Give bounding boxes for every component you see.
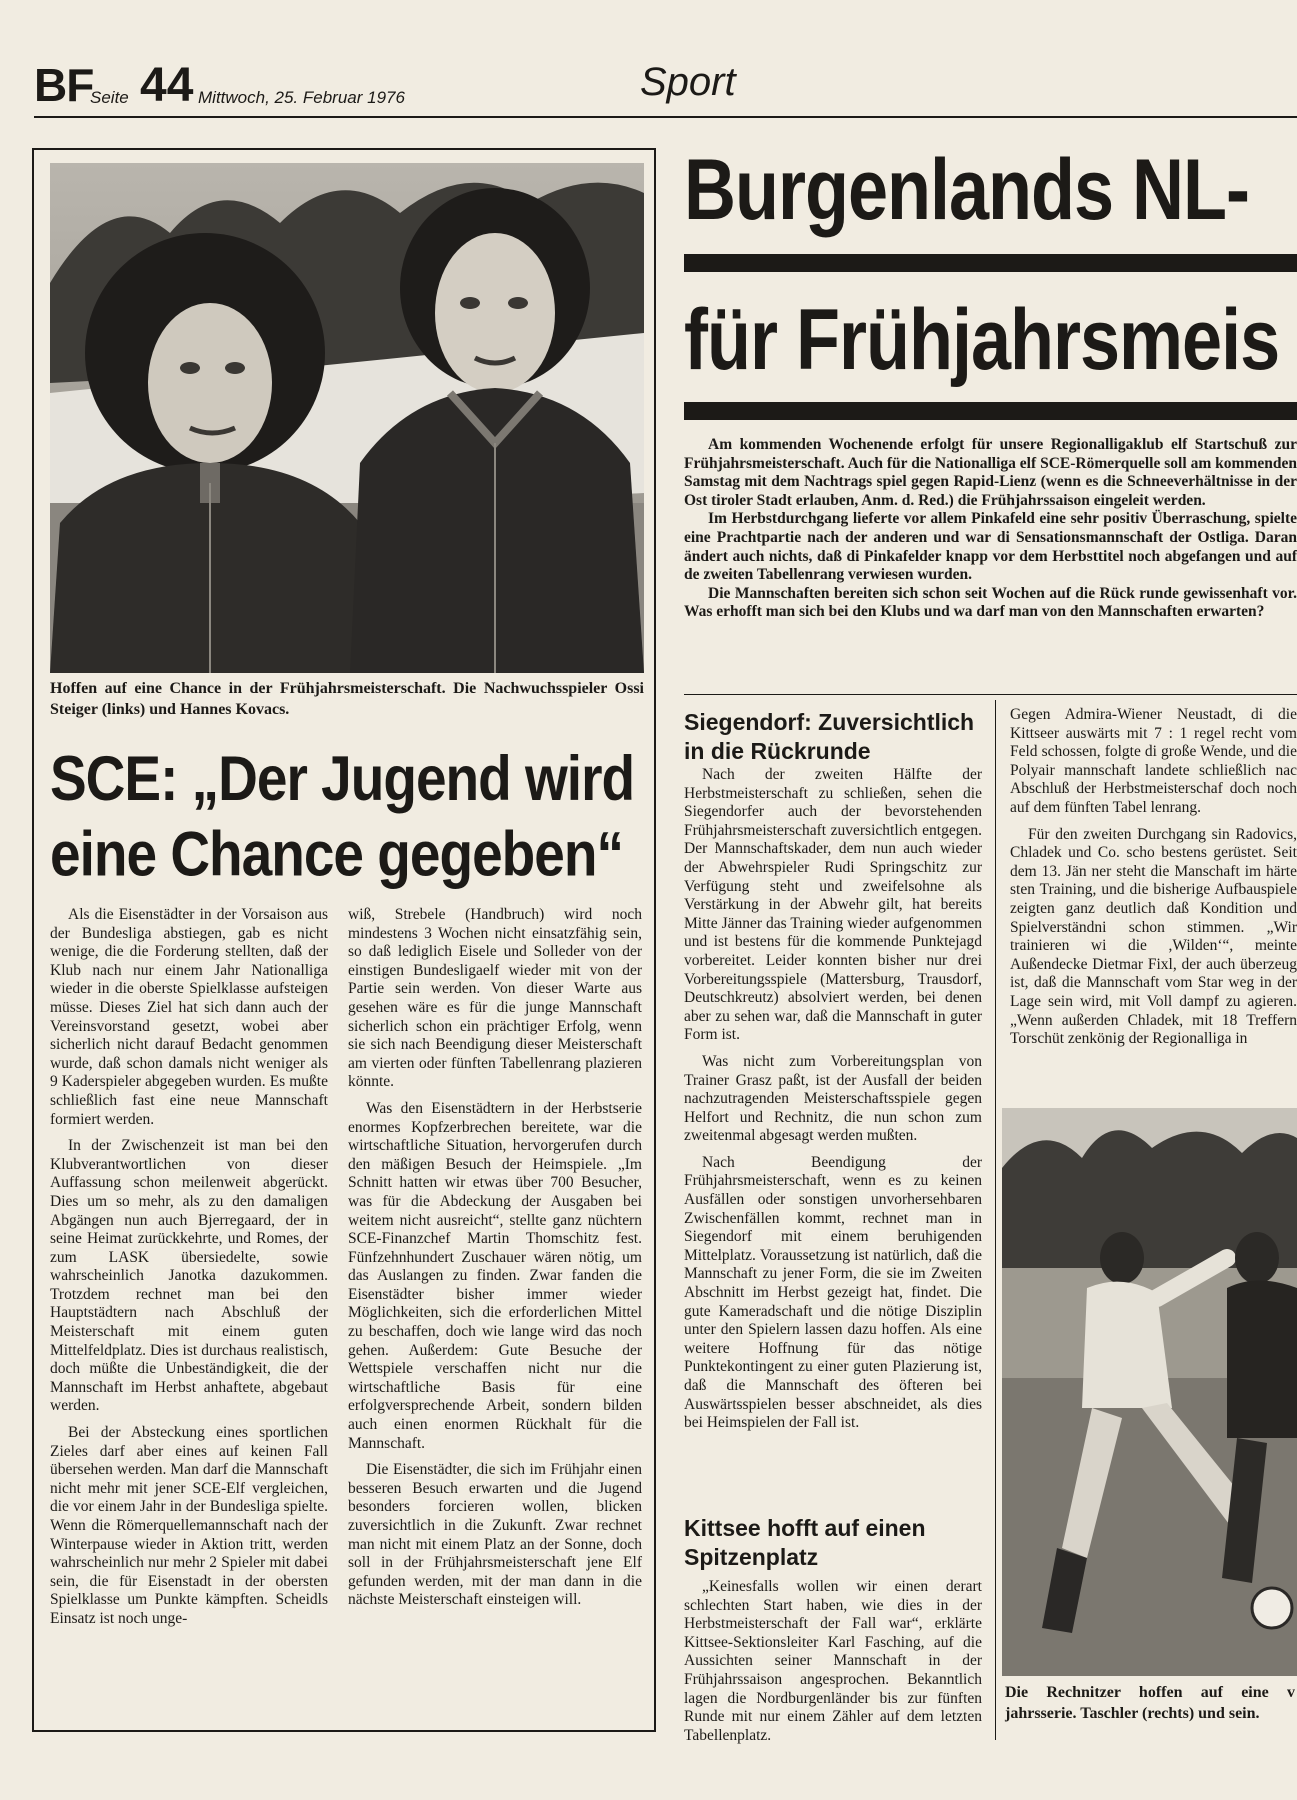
left-story-column-1 (50, 906, 328, 1637)
siegendorf-column (684, 766, 982, 1441)
siegendorf-paragraph: Nach der zweiten Hälfte der Herbstmeisterschaft zu schließen, sehen die Siegendorfer auch der bevorstehenden Frühjahrsmeisterschaft zuversichtlich entgegen. Der Mannschaftskader, dem nun auch wieder der Abwehrspieler Rudi Springschitz zur Verfügung steht und zweifelsohne als Verstärkung in der Abwehr gilt, hat bereits Mitte Jänner das Training wieder aufgenommen und ist bestens für die kommende Punktejagd vorbereitet. Leider konnten bisher nur drei Vorbereitungsspiele (Mattersburg, Trausdorf, Deutschkreutz) absolviert werden, bei denen aber zu sehen war, daß die Mannschaft in guter Form ist. (684, 766, 982, 1044)
left-story-column-2 (348, 906, 642, 1618)
kittsee-continued-paragraph: Für den zweiten Durchgang sin Radovics, Chladek und Co. scho bestens gerüstet. Seit dem 13. Jän ner steht die Manschaft im härte sten Training, und die bisherige Aufbauspiele zeigten ganz deutlich daß Kondition und Spielverständni schon stimmen. „Wir trainieren wi die ,Wilden‘“, meinte Außendecke Dietmar Fixl, der auch überzeug ist, daß die Mannschaft vom Star weg in der Lage sein wird, mit Voll dampf zu agieren. „Wenn außerden Chladek, mit 18 Treffern Torschüt zenkönig der Regionalliga in (1010, 825, 1297, 1048)
kittsee-continued-paragraph: Gegen Admira-Wiener Neustadt, di die Kittseer auswärts mit 7 : 1 regel recht vom Feld schossen, folgte di große Wende, und die Polyair mannschaft landete schließlich nac Abschluß der Herbstmeisterschaf doch noch auf dem fünften Tabel lenrang. (1010, 706, 1297, 816)
right-headline-line-2: für Frühjahrsmeis (684, 292, 1280, 388)
kittsee-column (684, 1578, 982, 1753)
players-photo-caption: Hoffen auf eine Chance in der Frühjahrsmeisterschaft. Die Nachwuchsspieler Ossi Steiger (links) und Hannes Kovacs. (50, 680, 644, 718)
lead-paragraph: Die Mannschaften bereiten sich schon seit Wochen auf die Rück runde gewissenhaft vor. Was erhofft man sich bei den Klubs und wa darf man von den Mannschaften erwarten? (684, 584, 1297, 621)
section-title: Sport (640, 60, 736, 104)
rechnitz-match-photo (1002, 1108, 1297, 1676)
headline-bar-top (684, 254, 1297, 272)
headline-bar-bottom (684, 402, 1297, 420)
left-headline: SCE: „Der Jugend wird eine Chance gegeben“ (50, 742, 635, 890)
players-photo (50, 163, 644, 673)
newspaper-logo: BF (34, 59, 94, 111)
kittsee-subheading: Kittsee hofft auf einen Spitzenplatz (684, 1515, 926, 1570)
lead-separator (684, 694, 1297, 695)
siegendorf-paragraph: Nach Beendigung der Frühjahrsmeisterschaft, wenn es zu keinen Ausfällen oder sonstigen unvorhersehbaren Zwischenfällen kommt, rechnet man in Siegendorf mit einem beruhigenden Mittelplatz. Voraussetzung ist natürlich, daß die Mannschaft zu jener Form, die sie im Zweiten Abschnitt im Herbst gezeigt hat, findet. Die gute Kameradschaft und die nötige Disziplin unter den Spielern lassen dazu hoffen. Als eine weitere Hoffnung für das nötige Punktekontingent zu einer guten Plazierung ist, daß die Mannschaft des öfteren bei Auswärtsspielen besser abschneidet, als dies bei Heimspielen der Fall ist. (684, 1153, 982, 1432)
left-col1-paragraph: In der Zwischenzeit ist man bei den Klubverantwortlichen von dieser Auffassung schon meilenweit abgerückt. Dies um so mehr, als zu den damaligen Abgängen nun auch Bjerregaard, der in seine Heimat zurückkehrte, und Romes, der zum LASK übersiedelte, sowie wahrscheinlich Janotka dazukommen. Trotzdem rechnet man bei den Hauptstädtern nach Abschluß der Meisterschaft mit einem guten Mittelfeldplatz. Dies ist durchaus realistisch, doch müßte die Unbeständigkeit, die der Mannschaft im Herbst anhaftete, abgebaut werden. (50, 1137, 328, 1415)
match-photo-illustration (1002, 1108, 1297, 1676)
lead-paragraph: Am kommenden Wochenende erfolgt für unsere Regionalligaklub elf Startschuß zur Frühjahrsmeisterschaft. Auch für die Nationalliga elf SCE-Römerquelle soll am kommenden Samstag mit dem Nachtrags spiel gegen Rapid-Lienz (wenn es die Schneeverhältnisse in der Ost tiroler Stadt erlauben, Anm. d. Red.) die Frühjahrssaison eingeleit werden. (684, 436, 1297, 509)
left-col2-paragraph: Was den Eisenstädtern in der Herbstserie enormes Kopfzerbrechen bereitete, war die wirtschaftliche Situation, hervorgerufen durch den mäßigen Besuch der Heimspiele. „Im Schnitt hatten wir etwas über 700 Besucher, was für die Abdeckung der Ausgaben bei weitem nicht ausreicht“, stellte ganz nüchtern SCE-Finanzchef Martin Thomschitz fest. Fünfzehnhundert Zuschauer wären nötig, um das Auslangen zu finden. Zwar fanden die Eisenstädter bisher immer wieder Möglichkeiten, sich die erforderlichen Mittel zu beschaffen, doch wie lange wird das noch gehen. Außerdem: Gute Besuche der Wettspiele verschaffen nicht nur die wirtschaftliche Basis für eine erfolgversprechende Arbeit, sondern bilden auch einen enormen Rückhalt für die Mannschaft. (348, 1099, 642, 1452)
kittsee-paragraph: „Keinesfalls wollen wir einen derart schlechten Start haben, wie dies in der Herbstmeisterschaft der Fall war“, erklärte Kittsee-Sektionsleiter Karl Fasching, auf die Aussichten seiner Mannschaft in der Frühjahrssaison angesprochen. Bekanntlich lagen die Nordburgenländer bis zur fünften Runde mit nur einem Zähler auf dem letzten Tabellenplatz. (684, 1578, 982, 1744)
players-photo-illustration (50, 163, 644, 673)
issue-date: Mittwoch, 25. Februar 1976 (198, 88, 405, 107)
masthead-rule (34, 116, 1297, 118)
siegendorf-paragraph: Was nicht zum Vorbereitungsplan von Trainer Grasz paßt, ist der Ausfall der beiden nachzutragenden Meisterschaftsspiele gegen Helfort und Rechnitz, die nun schon zum zweitenmal abgesagt werden mußten. (684, 1052, 982, 1145)
left-col2-paragraph: Die Eisenstädter, die sich im Frühjahr einen besseren Besuch erwarten und die Jugend besonders forcieren wollen, blicken zuversichtlich in die Zukunft. Zwar rechnet man nicht mit einem Platz an der Sonne, doch soll in der Frühjahrsmeisterschaft jene Elf gefunden werden, mit der man dann in die nächste Meisterschaft einsteigen will. (348, 1461, 642, 1609)
column-separator (995, 700, 996, 1740)
right-story-lead (684, 436, 1297, 622)
siegendorf-subheading: Siegendorf: Zuversichtlich in die Rückrunde (684, 709, 975, 764)
left-col1-paragraph: Als die Eisenstädter in der Vorsaison aus der Bundesliga abstiegen, gab es nicht wenige, die die Forderung stellten, daß der Klub nach nur einem Jahr Nationalliga wieder in die oberste Spielklasse aufsteigen müsse. Dieses Ziel hat sich dann auch der Vereinsvorstand gesetzt, wobei aber sicherlich nicht darauf Bedacht genommen wurde, daß schon damals nicht weniger als 9 Kaderspieler abgegeben wurden. Es mußte schließlich fast eine neue Mannschaft formiert werden. (50, 906, 328, 1128)
kittsee-continued-column (1010, 706, 1297, 1102)
left-col2-paragraph: wiß, Strebele (Handbruch) wird noch mindestens 3 Wochen nicht einsatzfähig sein, so daß lediglich Eisele und Solleder von der einstigen Bundesligaelf wieder mit von der Partie sein werden. Von dieser Warte aus gesehen wäre es für die junge Mannschaft sicherlich schon ein prächtiger Erfolg, wenn sie sich nach Beendigung dieser Meisterschaft am vierten oder fünften Tabellenrang plazieren könnte. (348, 906, 642, 1091)
page-label: Seite (90, 88, 129, 107)
page-number: 44 (140, 59, 194, 112)
lead-paragraph: Im Herbstdurchgang lieferte vor allem Pinkafeld eine sehr positiv Überraschung, spielte eine Prachtpartie nach der anderen und war di Sensationsmannschaft der Ostliga. Daran ändert auch nichts, daß di Pinkafelder knapp vor dem Herbsttitel noch abgefangen und auf de zweiten Tabellenrang verwiesen wurden. (684, 510, 1297, 584)
left-col1-paragraph: Bei der Absteckung eines sportlichen Zieles darf aber eines auf keinen Fall übersehen werden. Man darf die Mannschaft nicht mehr mit jener SCE-Elf vergleichen, die vor einem Jahr in der Bundesliga spielte. Wenn die Römerquellemannschaft nach der Winterpause wieder in Aktion tritt, werden wahrscheinlich nur mehr 2 Spieler mit dabei sein, die für Eisenstadt in der obersten Spielklasse um Punkte kämpften. Scheidls Einsatz ist noch unge- (50, 1424, 328, 1627)
rechnitz-photo-caption: Die Rechnitzer hoffen auf eine v jahrsserie. Taschler (rechts) und sein. (1005, 1684, 1295, 1722)
right-headline-line-1: Burgenlands NL- (684, 142, 1250, 238)
